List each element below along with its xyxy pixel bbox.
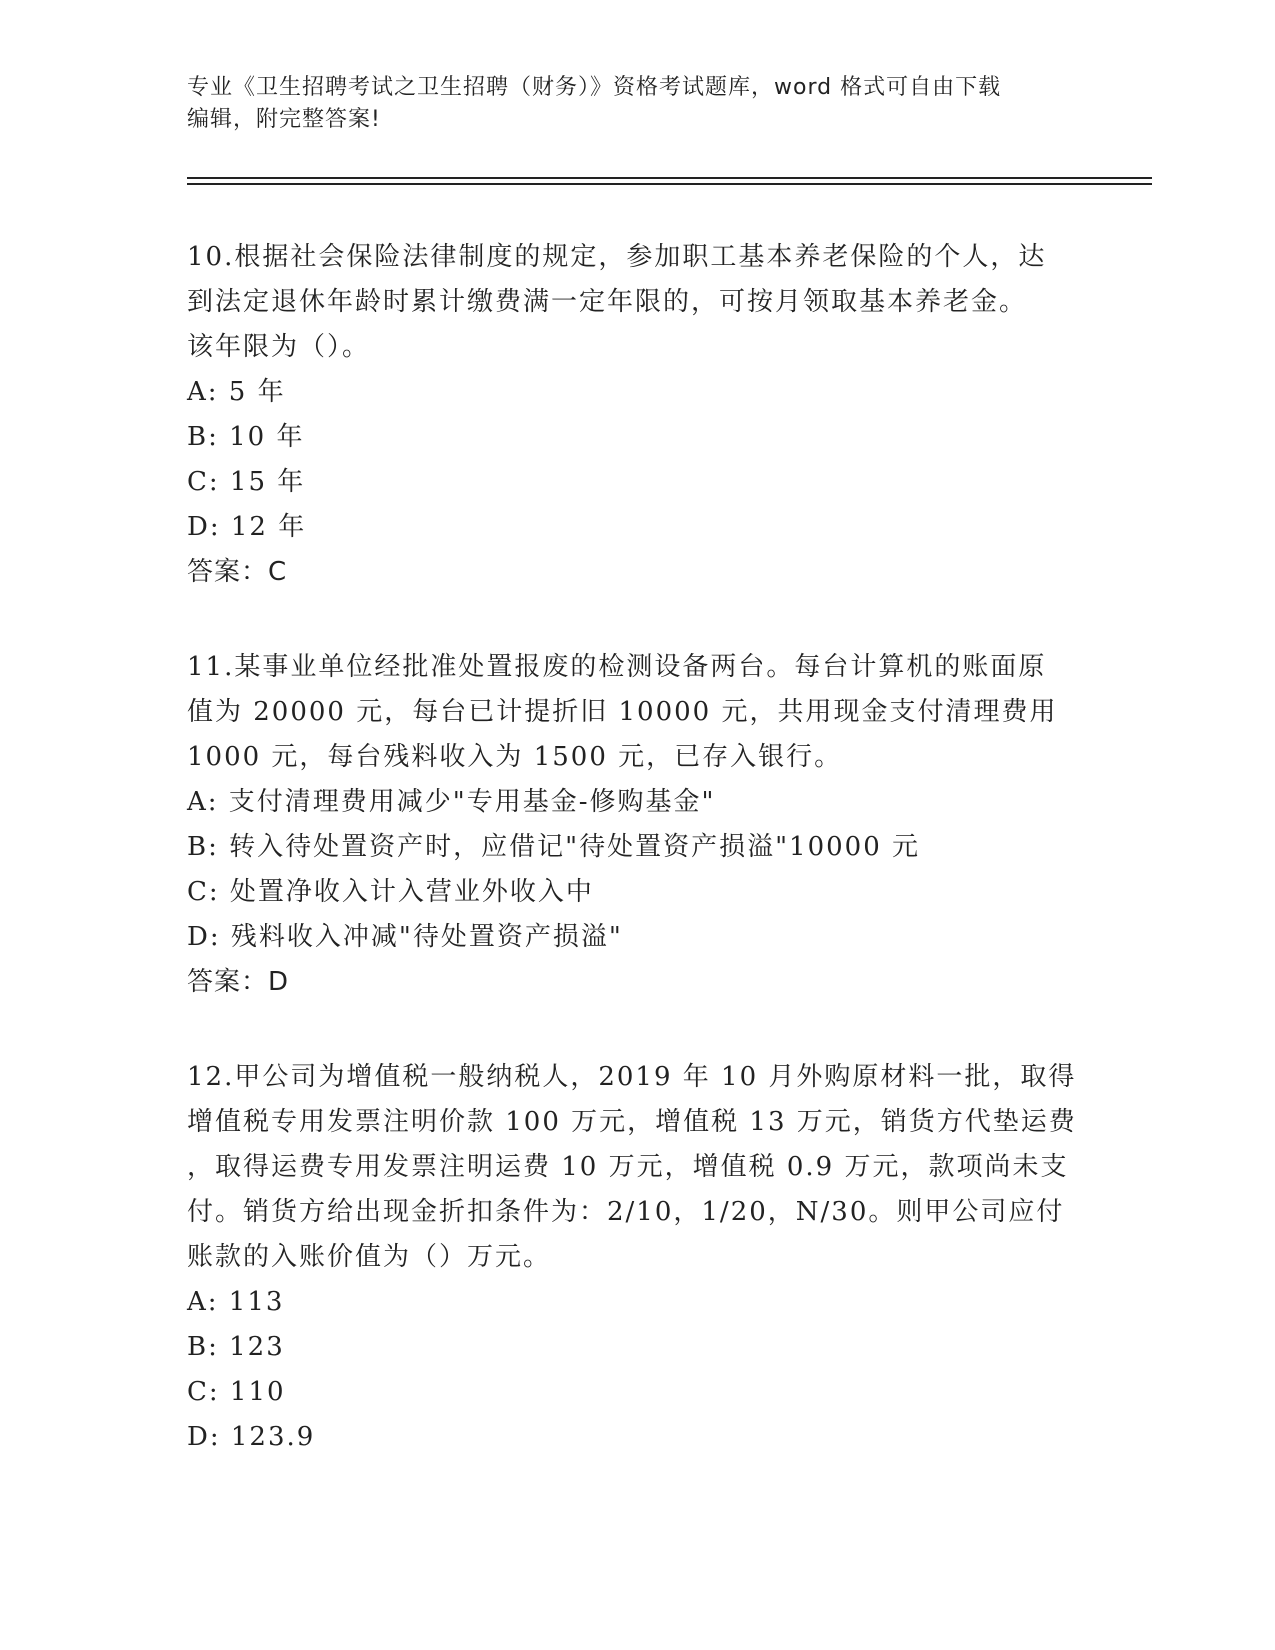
option-b: B: 10 年 xyxy=(187,422,305,452)
question-text-line: 该年限为（）。 xyxy=(187,332,371,362)
option-c: C: 15 年 xyxy=(187,467,306,497)
question-12 xyxy=(187,1055,1087,1460)
question-10 xyxy=(187,235,1087,595)
option-c: C: 110 xyxy=(187,1377,286,1407)
option-a: A: 支付清理费用减少"专用基金-修购基金" xyxy=(187,787,716,817)
question-text-line: 付。销货方给出现金折扣条件为：2/10，1/20，N/30。则甲公司应付 xyxy=(187,1197,1065,1227)
answer: 答案：D xyxy=(187,967,290,997)
option-b: B: 123 xyxy=(187,1332,285,1362)
question-text-line: 11.某事业单位经批准处置报废的检测设备两台。每台计算机的账面原 xyxy=(187,652,1047,682)
option-d: D: 残料收入冲减"待处置资产损溢" xyxy=(187,922,623,952)
answer: 答案：C xyxy=(187,557,288,587)
option-d: D: 123.9 xyxy=(187,1422,316,1452)
header-line-2: 编辑，附完整答案! xyxy=(187,107,381,132)
question-text-line: 增值税专用发票注明价款 100 万元，增值税 13 万元，销货方代垫运费 xyxy=(187,1107,1077,1137)
header-line-1: 专业《卫生招聘考试之卫生招聘（财务）》资格考试题库，word 格式可自由下载 xyxy=(187,75,1002,100)
option-c: C: 处置净收入计入营业外收入中 xyxy=(187,877,594,907)
header-divider-bottom xyxy=(187,183,1152,185)
question-text-line: 到法定退休年龄时累计缴费满一定年限的，可按月领取基本养老金。 xyxy=(187,287,1028,317)
question-text-line: 1000 元，每台残料收入为 1500 元，已存入银行。 xyxy=(187,742,843,772)
header-divider-top xyxy=(187,177,1152,179)
option-a: A: 113 xyxy=(187,1287,285,1317)
document-header xyxy=(187,72,1067,136)
question-text-line: 账款的入账价值为（）万元。 xyxy=(187,1242,552,1272)
option-d: D: 12 年 xyxy=(187,512,307,542)
question-11 xyxy=(187,645,1087,1005)
question-text-line: 值为 20000 元，每台已计提折旧 10000 元，共用现金支付清理费用 xyxy=(187,697,1058,727)
question-text-line: 10.根据社会保险法律制度的规定，参加职工基本养老保险的个人，达 xyxy=(187,242,1047,272)
option-b: B: 转入待处置资产时，应借记"待处置资产损溢"10000 元 xyxy=(187,832,921,862)
question-text-line: ，取得运费专用发票注明运费 10 万元，增值税 0.9 万元，款项尚未支 xyxy=(187,1152,1069,1182)
option-a: A: 5 年 xyxy=(187,377,286,407)
question-text-line: 12.甲公司为增值税一般纳税人，2019 年 10 月外购原材料一批，取得 xyxy=(187,1062,1077,1092)
